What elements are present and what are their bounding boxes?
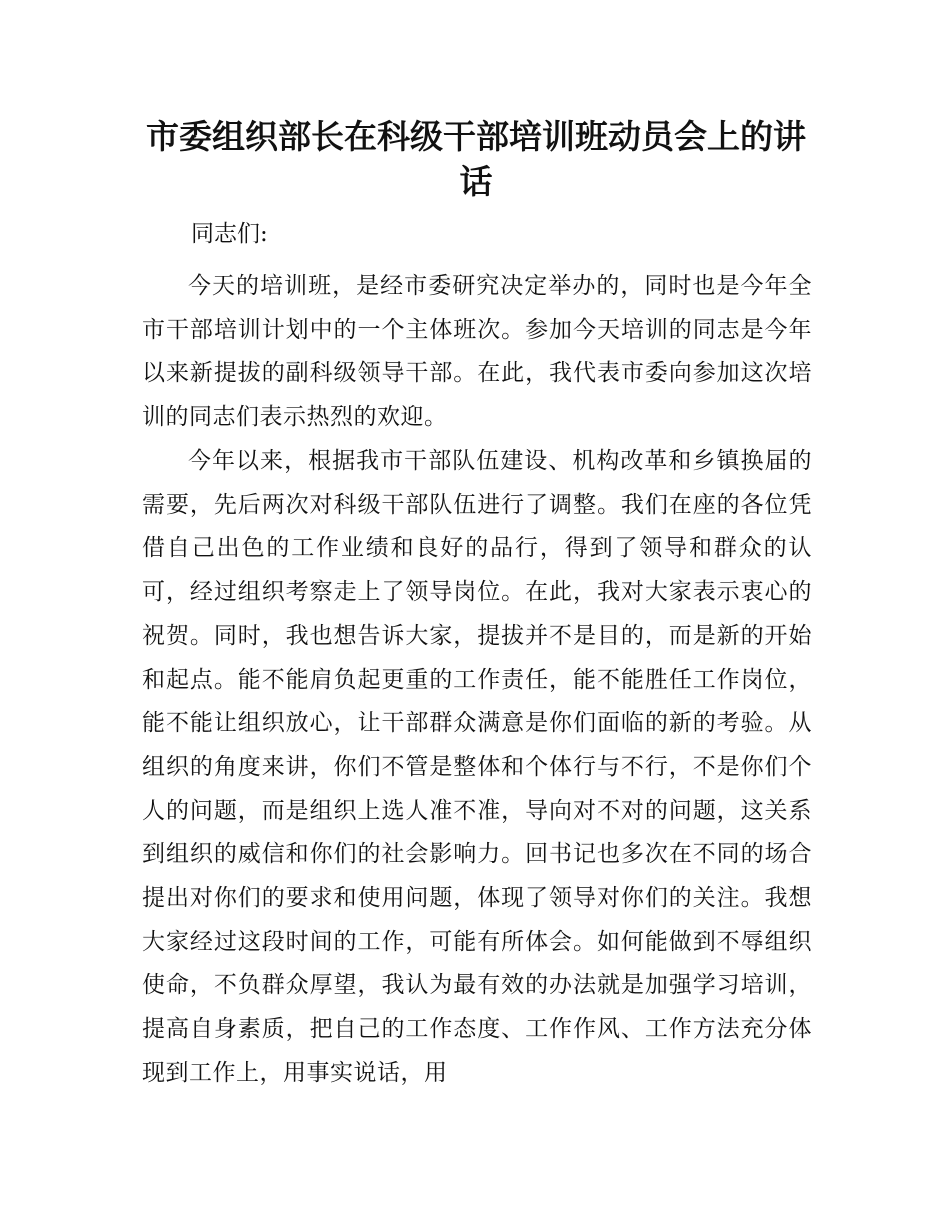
document-title: 市委组织部长在科级干部培训班动员会上的讲话 xyxy=(146,117,806,201)
paragraph-1: 今天的培训班，是经市委研究决定举办的，同时也是今年全市干部培训计划中的一个主体班次。参加今天培训的同志是今年以来新提拔的副科级领导干部。在此，我代表市委向参加这次培训的同志们表示热烈的欢迎。 xyxy=(142,273,812,431)
paragraph-2: 今年以来，根据我市干部队伍建设、机构改革和乡镇换届的需要，先后两次对科级干部队伍进行了调整。我们在座的各位凭借自己出色的工作业绩和良好的品行，得到了领导和群众的认可，经过组织考察走上了领导岗位。在此，我对大家表示衷心的祝贺。同时，我也想告诉大家，提拔并不是目的，而是新的开始和起点。能不能肩负起更重的工作责任，能不能胜任工作岗位，能不能让组织放心，让干部群众满意是你们面临的新的考验。从组织的角度来讲，你们不管是整体和个体行与不行，不是你们个人的问题，而是组织上选人准不准，导向对不对的问题，这关系到组织的威信和你们的社会影响力。回书记也多次在不同的场合提出对你们的要求和使用问题，体现了领导对你们的关注。我想大家经过这段时间的工作，可能有所体会。如何能做到不辱组织使命，不负群众厚望，我认为最有效的办法就是加强学习培训，提高自身素质，把自己的工作态度、工作作风、工作方法充分体现到工作上，用事实说话，用 xyxy=(142,448,812,1086)
salutation: 同志们: xyxy=(191,221,268,247)
